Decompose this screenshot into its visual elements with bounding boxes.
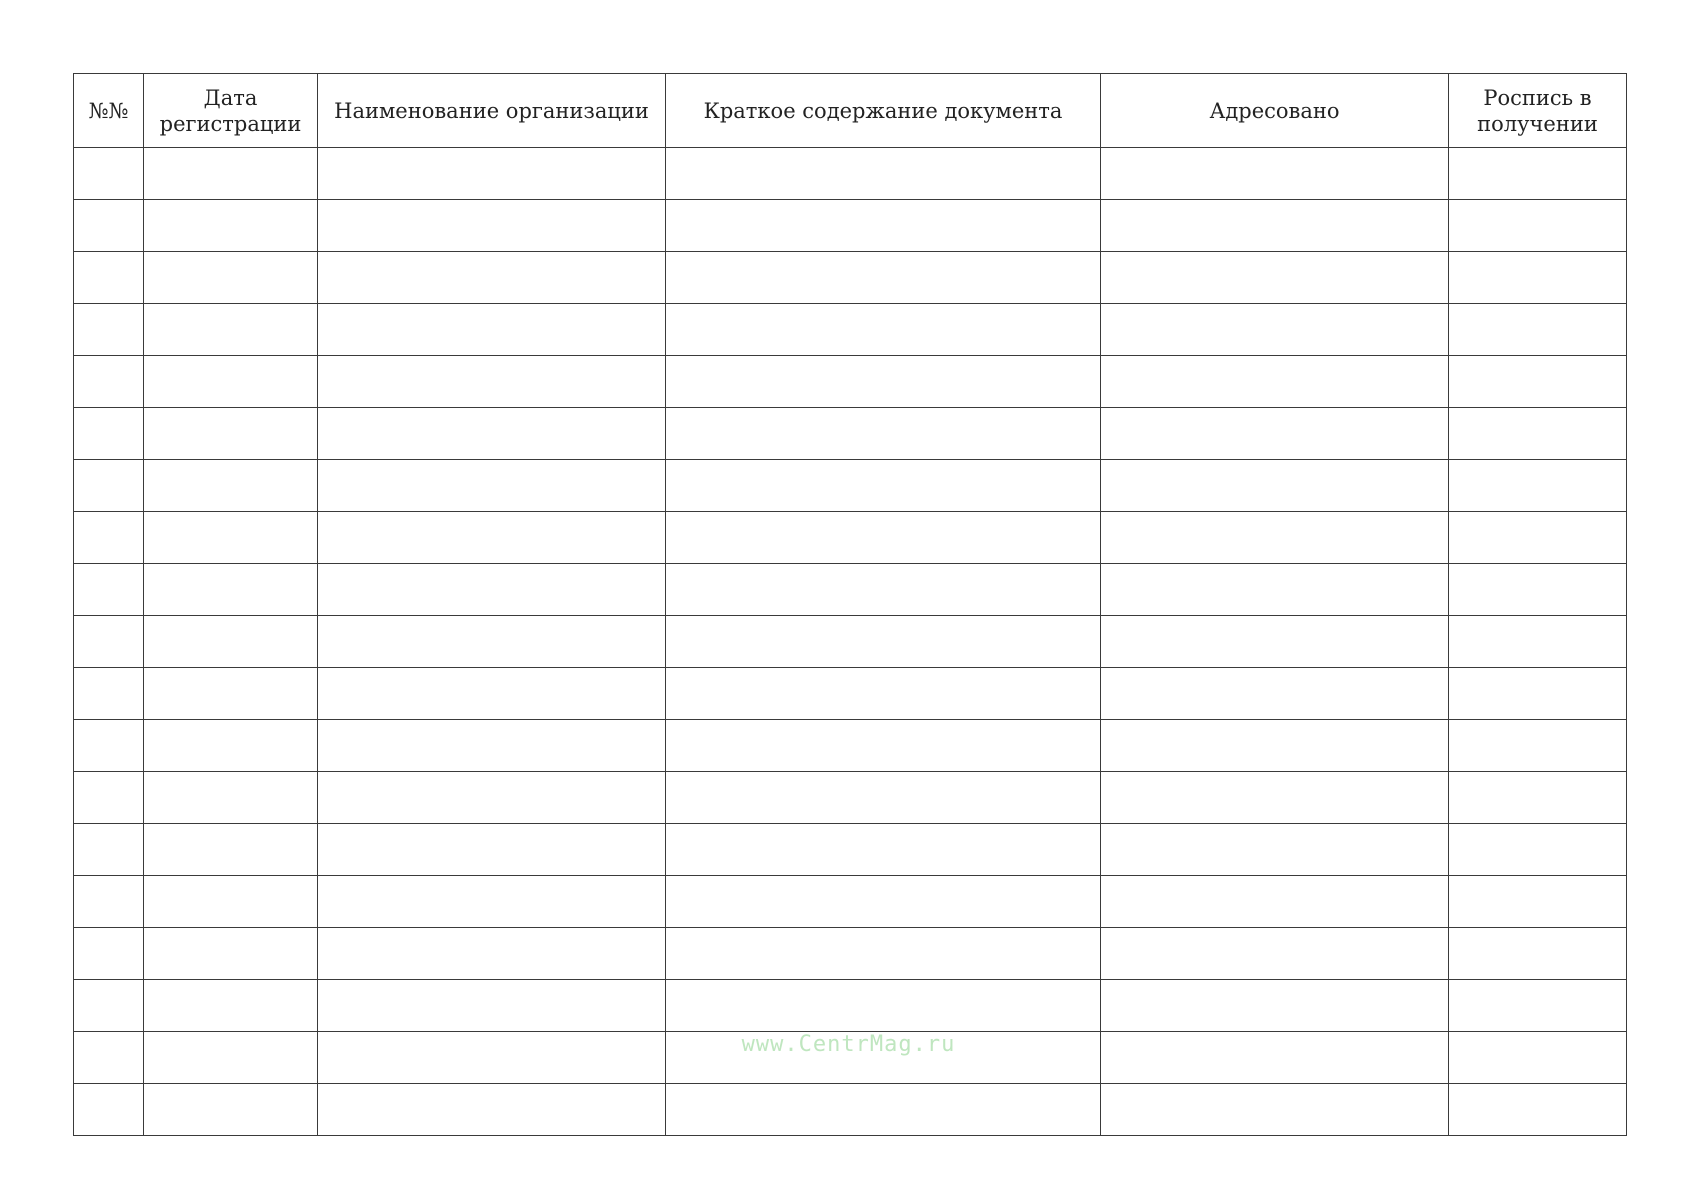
addressee-cell [1101,356,1449,408]
date-cell [144,616,318,668]
number-cell [74,720,144,772]
table-row [74,876,1627,928]
organization-cell [318,824,666,876]
signature-cell [1449,460,1627,512]
addressee-cell [1101,1084,1449,1136]
number-cell [74,304,144,356]
organization-cell [318,876,666,928]
summary-cell [666,564,1101,616]
date-cell [144,356,318,408]
organization-cell [318,460,666,512]
number-cell [74,668,144,720]
organization-cell [318,564,666,616]
organization-cell [318,356,666,408]
table-row [74,460,1627,512]
date-cell [144,200,318,252]
column-header-document-summary: Краткое содержание документа [666,74,1101,148]
table-row [74,304,1627,356]
organization-cell [318,512,666,564]
summary-cell [666,616,1101,668]
addressee-cell [1101,824,1449,876]
signature-cell [1449,408,1627,460]
table-body [74,148,1627,1136]
organization-cell [318,148,666,200]
table-row [74,1084,1627,1136]
summary-cell [666,720,1101,772]
number-cell [74,512,144,564]
signature-cell [1449,928,1627,980]
summary-cell [666,148,1101,200]
summary-cell [666,200,1101,252]
organization-cell [318,720,666,772]
signature-cell [1449,1084,1627,1136]
addressee-cell [1101,304,1449,356]
column-header-receipt-signature: Роспись в получении [1449,74,1627,148]
column-header-organization-name: Наименование организации [318,74,666,148]
signature-cell [1449,356,1627,408]
addressee-cell [1101,980,1449,1032]
organization-cell [318,668,666,720]
number-cell [74,200,144,252]
organization-cell [318,928,666,980]
table-row [74,408,1627,460]
number-cell [74,252,144,304]
summary-cell [666,408,1101,460]
signature-cell [1449,876,1627,928]
table-row [74,564,1627,616]
number-cell [74,772,144,824]
signature-cell [1449,980,1627,1032]
registration-journal-table [73,73,1627,1136]
signature-cell [1449,824,1627,876]
number-cell [74,356,144,408]
organization-cell [318,252,666,304]
date-cell [144,408,318,460]
organization-cell [318,616,666,668]
organization-cell [318,200,666,252]
addressee-cell [1101,772,1449,824]
table-header-row [74,74,1627,148]
date-cell [144,460,318,512]
summary-cell [666,512,1101,564]
date-cell [144,304,318,356]
addressee-cell [1101,200,1449,252]
signature-cell [1449,512,1627,564]
date-cell [144,668,318,720]
organization-cell [318,980,666,1032]
signature-cell [1449,252,1627,304]
date-cell [144,148,318,200]
addressee-cell [1101,408,1449,460]
addressee-cell [1101,252,1449,304]
addressee-cell [1101,564,1449,616]
addressee-cell [1101,668,1449,720]
addressee-cell [1101,512,1449,564]
addressee-cell [1101,616,1449,668]
number-cell [74,616,144,668]
table-row [74,772,1627,824]
summary-cell [666,356,1101,408]
number-cell [74,928,144,980]
summary-cell [666,668,1101,720]
date-cell [144,980,318,1032]
summary-cell [666,460,1101,512]
table-row [74,252,1627,304]
watermark-text: www.CentrMag.ru [741,1032,956,1057]
signature-cell [1449,304,1627,356]
journal-sheet [73,73,1626,1141]
table-row [74,200,1627,252]
table-row [74,928,1627,980]
organization-cell [318,304,666,356]
date-cell [144,512,318,564]
date-cell [144,876,318,928]
signature-cell [1449,616,1627,668]
date-cell [144,1084,318,1136]
addressee-cell [1101,876,1449,928]
organization-cell [318,772,666,824]
date-cell [144,252,318,304]
table-row [74,512,1627,564]
signature-cell [1449,772,1627,824]
table-row [74,616,1627,668]
number-cell [74,1084,144,1136]
summary-cell [666,876,1101,928]
signature-cell [1449,148,1627,200]
date-cell [144,772,318,824]
number-cell [74,876,144,928]
signature-cell [1449,564,1627,616]
number-cell [74,408,144,460]
date-cell [144,564,318,616]
addressee-cell [1101,148,1449,200]
table-row [74,720,1627,772]
addressee-cell [1101,460,1449,512]
organization-cell [318,408,666,460]
summary-cell [666,1084,1101,1136]
number-cell [74,460,144,512]
column-header-registration-date: Дата регистрации [144,74,318,148]
number-cell [74,980,144,1032]
signature-cell [1449,668,1627,720]
table-row [74,980,1627,1032]
signature-cell [1449,200,1627,252]
table-row [74,148,1627,200]
addressee-cell [1101,928,1449,980]
table-row [74,668,1627,720]
summary-cell [666,980,1101,1032]
summary-cell [666,252,1101,304]
organization-cell [318,1084,666,1136]
summary-cell [666,824,1101,876]
number-cell [74,148,144,200]
table-row [74,356,1627,408]
number-cell [74,824,144,876]
column-header-addressed-to: Адресовано [1101,74,1449,148]
date-cell [144,720,318,772]
signature-cell [1449,720,1627,772]
date-cell [144,824,318,876]
addressee-cell [1101,720,1449,772]
summary-cell [666,928,1101,980]
summary-cell [666,772,1101,824]
date-cell [144,928,318,980]
number-cell [74,564,144,616]
summary-cell [666,304,1101,356]
column-header-number: №№ [74,74,144,148]
table-row [74,824,1627,876]
